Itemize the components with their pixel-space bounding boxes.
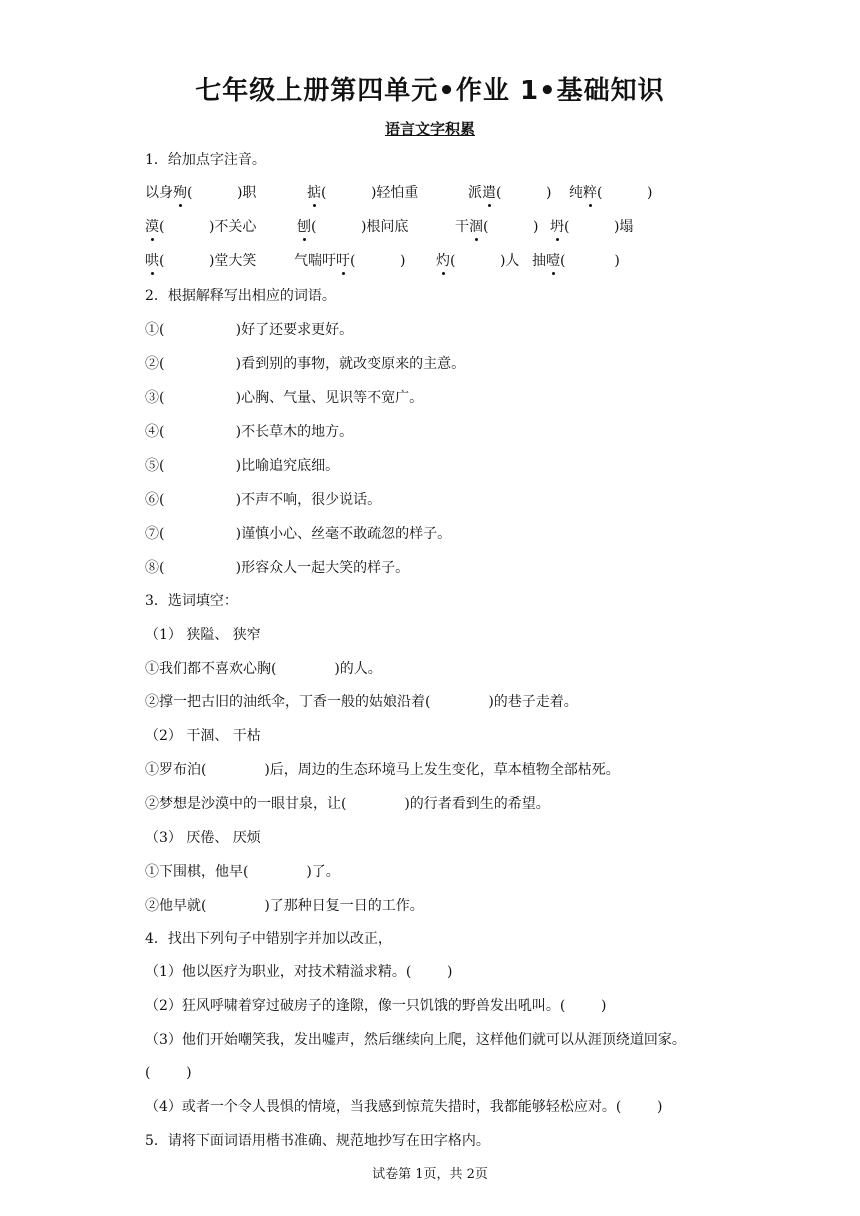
q1-item: 刨( )根问底 — [297, 219, 409, 235]
q1-item: 干涸( ) — [455, 219, 539, 235]
dotted-char: 吁 — [336, 253, 350, 269]
q1-item: 纯粹( ) — [569, 185, 653, 201]
dotted-char: 遣 — [482, 185, 496, 201]
q4-item: ( ) — [145, 1065, 192, 1081]
q1-item: 哄( )堂大笑 — [145, 253, 257, 269]
q2-stem: 2．根据解释写出相应的词语。 — [145, 288, 336, 304]
q1-stem: 1．给加点字注音。 — [145, 152, 266, 168]
q3-stem: 3．选词填空： — [145, 593, 238, 609]
q3-item: ①我们都不喜欢心胸( )的人。 — [145, 661, 382, 677]
q2-item: ②( )看到别的事物，就改变原来的主意。 — [145, 356, 466, 372]
q2-item: ⑤( )比喻追究底细。 — [145, 458, 340, 474]
q1-item: 坍( )塌 — [550, 219, 634, 235]
dotted-char: 坍 — [550, 219, 564, 235]
q2-item: ④( )不长草木的地方。 — [145, 424, 354, 440]
q1-item: 以身殉( )职 — [145, 185, 257, 201]
dotted-char: 掂 — [307, 185, 321, 201]
dotted-char: 涸 — [469, 219, 483, 235]
q1-item: 派遣( ) — [468, 185, 552, 201]
q3-item: ②撑一把古旧的油纸伞，丁香一般的姑娘沿着( )的巷子走着。 — [145, 694, 578, 710]
q3-group-label: （1） 狭隘、 狭窄 — [145, 627, 261, 643]
dotted-char: 粹 — [583, 185, 597, 201]
q3-item: ①下围棋，他早( )了。 — [145, 864, 340, 880]
dotted-char: 殉 — [173, 185, 187, 201]
page-title: 七年级上册第四单元•作业 1•基础知识 — [195, 76, 665, 106]
q4-item: （1）他以医疗为职业，对技术精溢求精。( ) — [145, 964, 453, 980]
q2-item: ③( )心胸、气量、见识等不宽广。 — [145, 390, 424, 406]
dotted-char: 哄 — [145, 253, 159, 269]
q3-item: ②梦想是沙漠中的一眼甘泉，让( )的行者看到生的希望。 — [145, 796, 550, 812]
dotted-char: 噎 — [546, 253, 560, 269]
page-footer: 试卷第 1页，共 2页 — [372, 1167, 488, 1182]
q1-item: 掂( )轻怕重 — [307, 185, 419, 201]
q1-item: 漠( )不关心 — [145, 219, 257, 235]
dotted-char: 漠 — [145, 219, 159, 235]
dotted-char: 刨 — [297, 219, 311, 235]
q5-stem: 5．请将下面词语用楷书准确、规范地抄写在田字格内。 — [145, 1133, 490, 1149]
q3-group-label: （3） 厌倦、 厌烦 — [145, 830, 261, 846]
dotted-char: 灼 — [436, 253, 450, 269]
q1-item: 灼( )人 — [436, 253, 520, 269]
q2-item: ⑥( )不声不响，很少说话。 — [145, 492, 382, 508]
q2-item: ⑧( )形容众人一起大笑的样子。 — [145, 560, 410, 576]
q3-item: ①罗布泊( )后，周边的生态环境马上发生变化，草本植物全部枯死。 — [145, 762, 620, 778]
q4-stem: 4．找出下列句子中错别字并加以改正， — [145, 931, 392, 947]
q4-item: （2）狂风呼啸着穿过破房子的逢隙，像一只饥饿的野兽发出吼叫。( ) — [145, 998, 607, 1014]
q4-item: （4）或者一个令人畏惧的情境，当我感到惊荒失措时，我都能够轻松应对。( ) — [145, 1099, 663, 1115]
q2-item: ①( )好了还要求更好。 — [145, 322, 354, 338]
section-title: 语言文字积累 — [384, 120, 475, 138]
q4-item: （3）他们开始嘲笑我，发出嘘声，然后继续向上爬，这样他们就可以从涯顶绕道回家。 — [145, 1032, 686, 1048]
q2-item: ⑦( )谨慎小心、丝毫不敢疏忽的样子。 — [145, 526, 452, 542]
q1-item: 气喘吁吁( ) — [294, 253, 406, 269]
q1-item: 抽噎( ) — [532, 253, 620, 269]
q3-group-label: （2） 干涸、 干枯 — [145, 728, 261, 744]
q3-item: ②他早就( )了那种日复一日的工作。 — [145, 898, 424, 914]
